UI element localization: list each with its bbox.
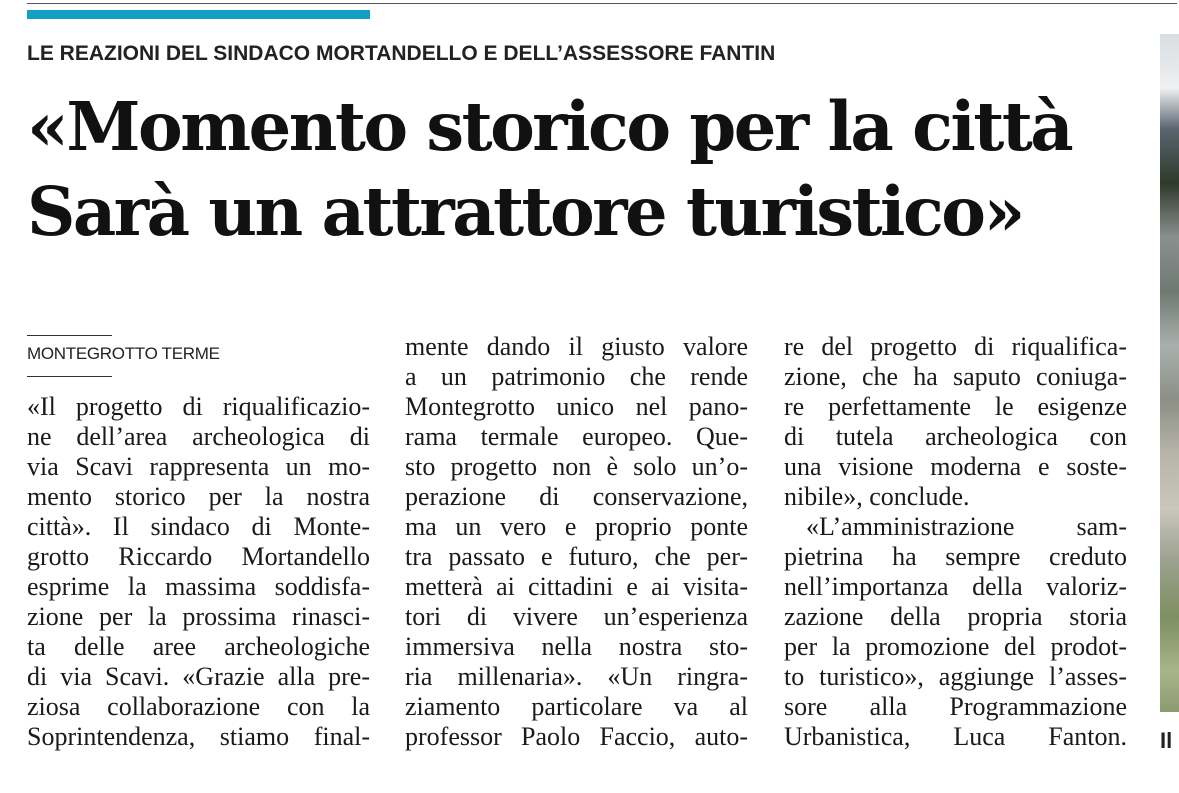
text-line: rama termale europeo. Que- bbox=[405, 422, 748, 451]
text-line: una visione moderna e soste- bbox=[784, 452, 1127, 481]
text-line: Soprintendenza, stiamo final- bbox=[27, 722, 370, 751]
photo-caption: Il bbox=[1160, 728, 1173, 753]
text-line: Urbanistica, Luca Fanton. bbox=[784, 722, 1127, 751]
text-line: esprime la massima soddisfa- bbox=[27, 572, 370, 601]
text-line: professor Paolo Faccio, auto- bbox=[405, 722, 748, 751]
text-line: re del progetto di riqualifica- bbox=[784, 332, 1127, 361]
text-line: grotto Riccardo Mortandello bbox=[27, 542, 370, 571]
text-line: immersiva nella nostra sto- bbox=[405, 632, 748, 661]
text-line: ziosa collaborazione con la bbox=[27, 692, 370, 721]
kicker: LE REAZIONI DEL SINDACO MORTANDELLO E DELL’ASSESSORE FANTIN bbox=[27, 42, 776, 65]
text-line: «Il progetto di riqualificazio- bbox=[27, 392, 370, 421]
text-line: di tutela archeologica con bbox=[784, 422, 1127, 451]
text-line: ne dell’area archeologica di bbox=[27, 422, 370, 451]
text-line: nibile», conclude. bbox=[784, 482, 970, 511]
text-line: «L’amministrazione sam- bbox=[806, 512, 1127, 541]
article-column-2 bbox=[405, 332, 748, 752]
text-line: ma un vero e proprio ponte bbox=[405, 512, 748, 541]
article-photo-cropped bbox=[1160, 34, 1179, 712]
text-line: mente dando il giusto valore bbox=[405, 332, 748, 361]
text-line: zione, che ha saputo coniuga- bbox=[784, 362, 1127, 391]
text-line: zazione della propria storia bbox=[784, 602, 1127, 631]
text-line: Montegrotto unico nel pano- bbox=[405, 392, 748, 421]
text-line: ria millenaria». «Un ringra- bbox=[405, 662, 748, 691]
article-column-1 bbox=[27, 392, 370, 752]
text-line: ta delle aree archeologiche bbox=[27, 632, 370, 661]
text-line: to turistico», aggiunge l’asses- bbox=[784, 662, 1127, 691]
headline-line-2: Sarà un attrattore turistico» bbox=[27, 172, 1023, 251]
text-line: mento storico per la nostra bbox=[27, 482, 370, 511]
text-line: re perfettamente le esigenze bbox=[784, 392, 1127, 421]
text-line: per la promozione del prodot- bbox=[784, 632, 1127, 661]
article-column-3 bbox=[784, 332, 1127, 752]
text-line: a un patrimonio che rende bbox=[405, 362, 748, 391]
text-line: zione per la prossima rinasci- bbox=[27, 602, 370, 631]
text-line: tra passato e futuro, che per- bbox=[405, 542, 748, 571]
text-line: pietrina ha sempre creduto bbox=[784, 542, 1127, 571]
text-line: ziamento particolare va al bbox=[405, 692, 748, 721]
text-line: via Scavi rappresenta un mo- bbox=[27, 452, 370, 481]
text-line: di via Scavi. «Grazie alla pre- bbox=[27, 662, 370, 691]
text-line: sore alla Programmazione bbox=[784, 692, 1127, 721]
top-rule bbox=[27, 3, 1177, 4]
text-line: metterà ai cittadini e ai visita- bbox=[405, 572, 748, 601]
text-line: tori di vivere un’esperienza bbox=[405, 602, 748, 631]
section-accent-bar bbox=[27, 10, 370, 19]
text-line: città». Il sindaco di Monte- bbox=[27, 512, 370, 541]
text-line: nell’importanza della valoriz- bbox=[784, 572, 1127, 601]
dateline-rule-bottom bbox=[27, 376, 112, 377]
headline bbox=[27, 84, 1152, 254]
text-line: perazione di conservazione, bbox=[405, 482, 748, 511]
dateline: MONTEGROTTO TERME bbox=[27, 344, 220, 363]
headline-line-1: «Momento storico per la città bbox=[27, 87, 1072, 166]
dateline-rule-top bbox=[27, 335, 112, 336]
text-line: sto progetto non è solo un’o- bbox=[405, 452, 748, 481]
